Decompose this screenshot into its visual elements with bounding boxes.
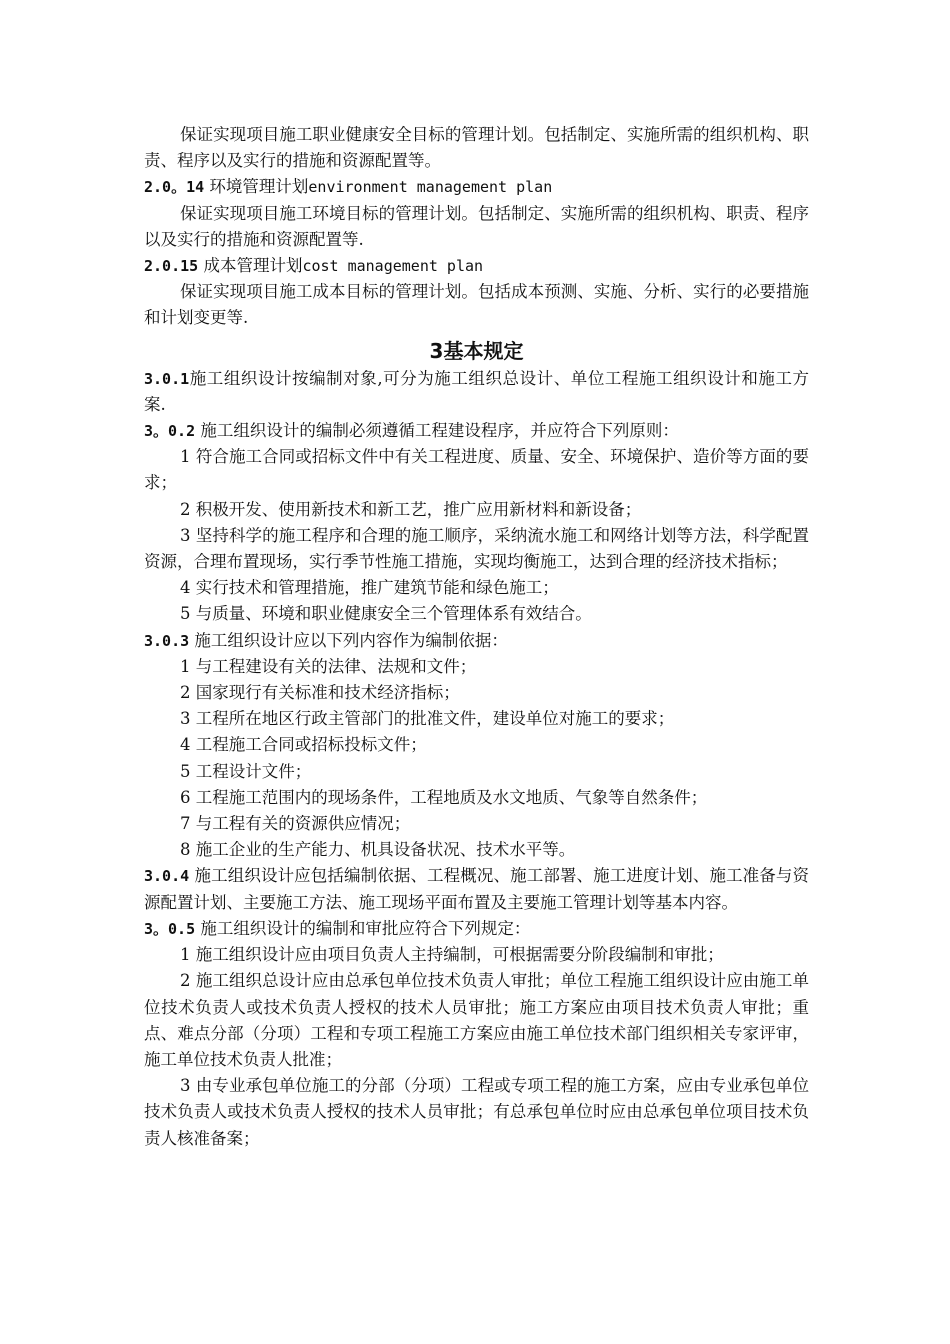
- clause-number: 3。0.5: [144, 919, 196, 938]
- clause-2-0-15-text: 保证实现项目施工成本目标的管理计划。包括成本预测、实施、分析、实行的必要措施和计划变更等.: [144, 282, 809, 328]
- clause-text: 施工组织设计的编制必须遵循工程建设程序，并应符合下列原则：: [195, 421, 679, 441]
- clause-3-0-1: [144, 366, 809, 418]
- clause-2-0-14-text: 保证实现项目施工环境目标的管理计划。包括制定、实施所需的组织机构、职责、程序以及实行的措施和资源配置等.: [144, 203, 809, 249]
- list-item: 4 实行技术和管理措施，推广建筑节能和绿色施工；: [180, 578, 559, 598]
- clause-2-0-14-heading: [144, 174, 809, 200]
- list-item: 2 积极开发、使用新技术和新工艺，推广应用新材料和新设备；: [180, 499, 642, 519]
- clause-text: 施工组织设计应包括编制依据、工程概况、施工部署、施工进度计划、施工准备与资源配置计划、主要施工方法、施工现场平面布置及主要施工管理计划等基本内容。: [144, 866, 809, 912]
- clause-number: 2.0。14: [144, 178, 205, 197]
- list-item: 3 由专业承包单位施工的分部（分项）工程或专项工程的施工方案，应由专业承包单位技术负责人或技术负责人授权的技术人员审批；有总承包单位时应由总承包单位项目技术负责人核准备案；: [144, 1076, 809, 1148]
- list-item: 4 工程施工合同或招标投标文件；: [180, 735, 427, 755]
- clause-number: 3.0.4: [144, 867, 190, 886]
- list-item: 6 工程施工范围内的现场条件，工程地质及水文地质、气象等自然条件；: [180, 787, 708, 807]
- clause-text: 施工组织设计按编制对象,可分为施工组织总设计、单位工程施工组织设计和施工方案.: [144, 368, 809, 414]
- clause-3-0-4: [144, 863, 809, 915]
- list-item: 5 与质量、环境和职业健康安全三个管理体系有效结合。: [180, 604, 592, 624]
- list-item: 3 工程所在地区行政主管部门的批准文件，建设单位对施工的要求；: [180, 709, 675, 729]
- clause-2-0-15-heading: [144, 253, 809, 279]
- clause-3-0-2: [144, 418, 809, 444]
- clause-term-english: environment management plan: [308, 178, 553, 197]
- clause-text: 施工组织设计应以下列内容作为编制依据：: [189, 630, 508, 650]
- list-item: 2 施工组织总设计应由总承包单位技术负责人审批；单位工程施工组织设计应由施工单位技术负责人或技术负责人授权的技术人员审批；施工方案应由项目技术负责人审批；重点、难点分部（分项）工程和专项工程施工方案应由施工单位技术部门组织相关专家评审，施工单位技术负责人批准；: [144, 971, 809, 1069]
- list-item: 2 国家现行有关标准和技术经济指标；: [180, 683, 460, 703]
- clause-number: 2.0.15: [144, 257, 199, 276]
- clause-3-0-5: [144, 916, 809, 942]
- document-page: [144, 122, 809, 1152]
- chapter-3-title: 3基本规定: [429, 338, 524, 363]
- list-item: 8 施工企业的生产能力、机具设备状况、技术水平等。: [180, 840, 576, 860]
- clause-term: 环境管理计划: [209, 177, 309, 197]
- list-item: 1 施工组织设计应由项目负责人主持编制，可根据需要分阶段编制和审批；: [180, 945, 724, 965]
- list-item: 1 符合施工合同或招标文件中有关工程进度、质量、安全、环境保护、造价等方面的要求；: [144, 447, 809, 493]
- clause-term-english: cost management plan: [302, 257, 484, 276]
- clause-text: 施工组织设计的编制和审批应符合下列规定：: [195, 918, 531, 938]
- clause-number: 3。0.2: [144, 422, 196, 441]
- clause-number: 3.0.1: [144, 369, 190, 388]
- list-item: 5 工程设计文件；: [180, 761, 312, 781]
- clause-term: 成本管理计划: [203, 256, 303, 276]
- list-item: 7 与工程有关的资源供应情况；: [180, 814, 411, 834]
- clause-3-0-3: [144, 628, 809, 654]
- clause-number: 3.0.3: [144, 631, 190, 650]
- list-item: 1 与工程建设有关的法律、法规和文件；: [180, 656, 477, 676]
- list-item: 3 坚持科学的施工程序和合理的施工顺序，采纳流水施工和网络计划等方法，科学配置资源，合理布置现场，实行季节性施工措施，实现均衡施工，达到合理的经济技术指标；: [144, 525, 809, 572]
- intro-paragraph: 保证实现项目施工职业健康安全目标的管理计划。包括制定、实施所需的组织机构、职责、程序以及实行的措施和资源配置等。: [144, 125, 809, 171]
